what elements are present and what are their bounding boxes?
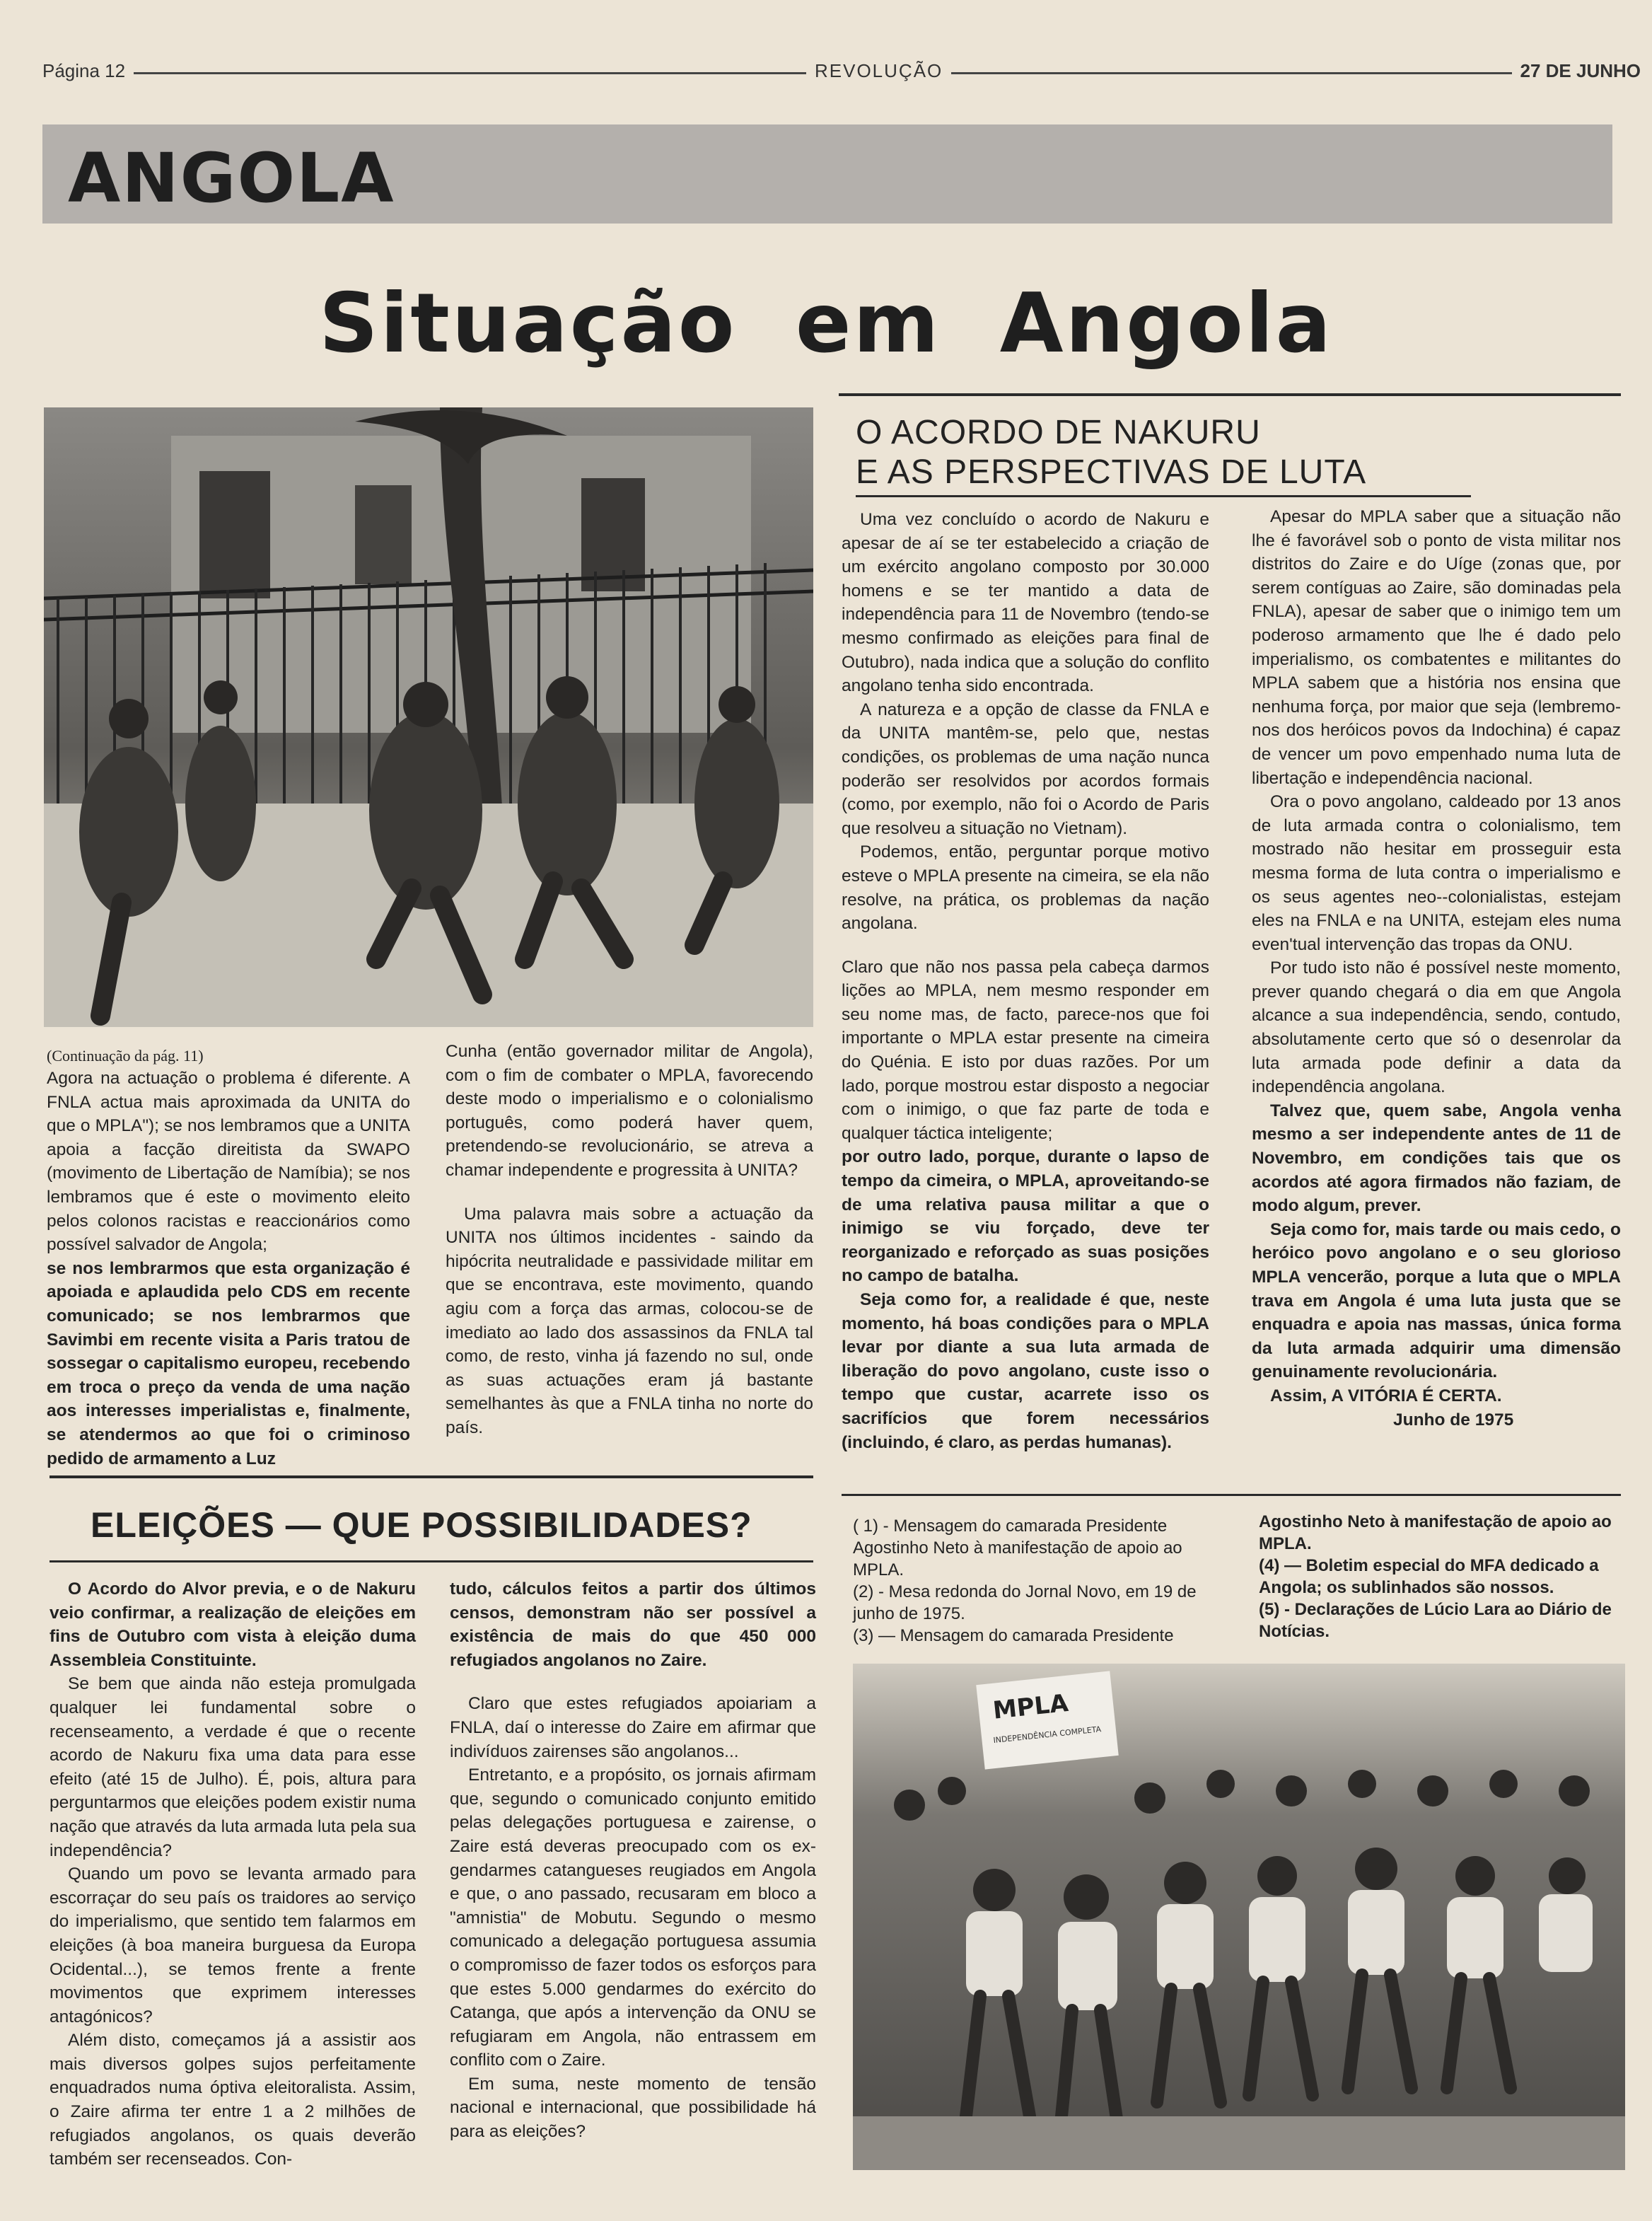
running-header <box>42 57 1641 85</box>
crowd-photo <box>853 1664 1625 2170</box>
article1-column-1 <box>47 1045 410 1471</box>
paragraph: Agora na actuação o problema é diferente. A FNLA actua mais aproximada da UNITA do que o MPLA"); se nos lembramos que a UNITA apoia a facção direitista da SWAPO (movimento de Libertação de Namíbia); se nos lembramos que é este o movimento eleito pelos colonos racistas e reaccionários como possível salvador de Angola; <box>47 1069 410 1255</box>
soldiers-photo <box>44 407 813 1027</box>
article3-top-rule <box>50 1475 813 1478</box>
soldiers-photo-drawing <box>44 407 813 1027</box>
paragraph: Se bem que ainda não esteja promulgada qualquer lei fundamental sobre o recenseamento, a verdade é que o recente acordo de Nakuru fixa uma data para esse efeito (até 15 de Julho). É, pois, altura para perguntarmos que eleições podem existir numa nação que através da luta armada luta pela sua independência? <box>50 1674 416 1860</box>
paragraph: Seja como for, mais tarde ou mais cedo, o heróico povo angolano e o seu glorioso MPLA vencerão, porque a luta que o MPLA trava em Angola é uma luta justa que se enquadra e apoia nas massas, única forma da luta armada adquirir uma dimensão genuinamente revolucionária. <box>1252 1219 1621 1382</box>
paragraph: tudo, cálculos feitos a partir dos últimos censos, demonstram não ser possível a existência de mais do que 450 000 refugiados angolanos no Zaire. <box>450 1579 816 1670</box>
article2-column-2 <box>1252 505 1621 1432</box>
article2-title <box>856 413 1366 492</box>
paragraph: Por tudo isto não é possível neste momento, prever quando chegará o dia em que Angola alcance a sua independência, sendo, contudo, absolutamente certo que só o desenrolar da luta armada pode definir a data da independência angolana. <box>1252 958 1621 1097</box>
paragraph: Em suma, neste momento de tensão nacional e internacional, que possibilidade há para as eleições? <box>450 2074 816 2142</box>
banner-text-independence: INDEPENDÊNCIA COMPLETA <box>992 1724 1102 1746</box>
footnotes-column-2 <box>1259 1511 1627 1642</box>
footnote: Agostinho Neto à manifestação de apoio ao MPLA. <box>1259 1512 1612 1553</box>
paragraph: Talvez que, quem sabe, Angola venha mesmo a ser independente antes de 11 de Novembro, em condições tais que os acordos até agora firmados não faziam, de modo algum, prever. <box>1252 1101 1621 1216</box>
article2-top-rule <box>839 393 1621 396</box>
paragraph: Cunha (então governador militar de Angola), com o fim de combater o MPLA, favorecendo deste modo o imperialismo e o colonialismo português, como poderá haver quem, pretendendo-se revolucionário, se atreva a chamar independente e progressita à UNITA? <box>446 1042 813 1180</box>
article3-title-rule <box>50 1560 813 1562</box>
paragraph: se nos lembrarmos que esta organização é apoiada e aplaudida pelo CDS em recente comunicado; se nos lembrarmos que Savimbi em recente visita a Paris tratou de sossegar o capitalismo europeu, recebendo em troca o preço da venda de uma nação aos interesses imperialistas e, finalmente, se atendermos ao que foi o criminoso pedido de armamento a Luz <box>47 1258 410 1468</box>
footnotes-column-1 <box>853 1515 1221 1647</box>
banner-text-mpla: MPLA <box>991 1688 1070 1725</box>
paragraph: A natureza e a opção de classe da FNLA e da UNITA mantêm-se, pelo que, nestas condições, os problemas de uma nação nunca poderão ser resolvidos por acordos formais (como, por exemplo, não foi o Acordo de Paris que resolveu a situação no Vietnam). <box>842 700 1209 838</box>
paragraph: Quando um povo se levanta armado para escorraçar do seu país os traidores ao serviço do imperialismo, que sentido tem falarmos em eleições (à boa maneira burguesa da Europa Ocidental...), se temos frente a frente movimentos que exprimem interesses antagónicos? <box>50 1865 416 2026</box>
footnote: ( 1) - Mensagem do camarada Presidente Agostinho Neto à manifestação de apoio ao MPLA. <box>853 1517 1182 1579</box>
section-title: ANGOLA <box>68 139 395 218</box>
paragraph: Podemos, então, perguntar porque motivo esteve o MPLA presente na cimeira, se ela não resolve, na prática, os problemas da nação angolana. <box>842 842 1209 934</box>
continuation-note: (Continuação da pág. 11) <box>47 1047 204 1065</box>
paragraph: Ora o povo angolano, caldeado por 13 anos de luta armada contra o colonialismo, tem mostrado não hesitar em prosseguir esta mesma forma de luta contra o imperialismo e os seus agentes neo--colonialistas, estejam eles na FNLA e na UNITA, estejam eles numa even'tual intervenção das tropas da ONU. <box>1252 792 1621 954</box>
article1-column-2 <box>446 1040 813 1440</box>
paragraph: Uma palavra mais sobre a actuação da UNITA nos últimos incidentes - saindo da hipócrita neutralidade e passividade militar em que se encontrava, este movimento, quando agiu com a força das armas, colocou-se de imediato ao lado dos assassinos da FNLA tal como, de resto, vinha já fazendo no sul, onde as suas actuações eram já bastante semelhantes às que a FNLA tinha no norte do país. <box>446 1204 813 1437</box>
article2-title-rule <box>856 495 1471 497</box>
paragraph: por outro lado, porque, durante o lapso de tempo da cimeira, o MPLA, aproveitando-se de uma relativa pausa militar a que o inimigo se viu forçado, deve ter reorganizado e reforçado as suas posições no campo de batalha. <box>842 1147 1209 1286</box>
dateline: Junho de 1975 <box>1393 1410 1514 1430</box>
paragraph: Claro que não nos passa pela cabeça darmos lições ao MPLA, nem mesmo responder em seu nome mas, de facto, parece-nos que foi importante o MPLA estar presente na cimeira do Quénia. E isto por duas razões. Por um lado, porque mostrou estar disposto a negociar com o inimigo, o que faz parte de toda e qualquer táctica inteligente; <box>842 957 1209 1143</box>
section-band <box>42 124 1612 224</box>
paragraph: Entretanto, e a propósito, os jornais afirmam que, segundo o comunicado conjunto emitido pelas delegações portuguesa e zairense, o Zaire está deveras preocupado com os ex-gendarmes catangueses reugiados em Angola e que, o ano passado, recusaram em bloco a "amnistia" de Mobutu. Segundo o mesmo comunicado a delegação portuguesa assumia o compromisso de fazer todos os esforços para que estes 5.000 gendarmes do exército do Catanga, que após a intervenção da ONU se refugiaram em Angola, não entrassem em conflito com o Zaire. <box>450 1765 816 2070</box>
notes-rule <box>842 1494 1621 1496</box>
footnote: (3) — Mensagem do camarada Presidente <box>853 1626 1174 1645</box>
article3-column-2 <box>450 1577 816 2144</box>
paragraph: Além disto, começamos já a assistir aos mais diversos golpes sujos perfeitamente enquadrados numa óptiva eleitoralista. Assim, o Zaire afirma ter entre 1 a 2 milhões de refugiados angolanos, os quais deverão também ser recenseados. Con- <box>50 2031 416 2169</box>
newspaper-name: REVOLUÇÃO <box>806 57 951 85</box>
footnote: (5) - Declarações de Lúcio Lara ao Diário de Notícias. <box>1259 1600 1612 1641</box>
article3-title: ELEIÇÕES — QUE POSSIBILIDADES? <box>91 1505 752 1545</box>
main-headline: Situação em Angola <box>319 276 1333 371</box>
crowd-photo-drawing <box>853 1664 1625 2170</box>
issue-date: 27 DE JUNHO <box>1512 57 1641 85</box>
article2-title-line-1: O ACORDO DE NAKURU <box>856 414 1261 451</box>
article3-column-1 <box>50 1577 416 2171</box>
footnote: (2) - Mesa redonda do Jornal Novo, em 19 de junho de 1975. <box>853 1582 1197 1623</box>
paragraph: Apesar do MPLA saber que a situação não lhe é favorável sob o ponto de vista militar nos distritos do Zaire e do Uíge (zonas que, por serem contíguas ao Zaire, são dominadas pela FNLA), apesar de saber que o inimigo tem um poderoso armamento que lhe é dado pelo imperialismo, os combatentes e militantes do MPLA sabem que a história nos ensina que nenhuma força, por maior que seja (lembremo-nos dos heróicos povos da Indochina) é capaz de vencer um povo empenhado numa luta de libertação e independência nacional. <box>1252 507 1621 788</box>
article2-column-1 <box>842 508 1209 1454</box>
paragraph: Seja como for, a realidade é que, neste momento, há boas condições para o MPLA levar por diante a sua luta armada de liberação do povo angolano, custe isso o tempo que custar, acarrete isso os sacrifícios que forem necessários (incluindo, é claro, as perdas humanas). <box>842 1290 1209 1452</box>
paragraph: Uma vez concluído o acordo de Nakuru e apesar de aí se ter estabelecido a criação de um exército angolano composto por 30.000 homens e se ter mantido a data de independência para 11 de Novembro (tendo-se mesmo confirmado as eleições para final de Outubro), nada indica que a solução do conflito angolano tenha sido encontrada. <box>842 510 1209 696</box>
article2-title-line-2: E AS PERSPECTIVAS DE LUTA <box>856 453 1367 491</box>
footnote: (4) — Boletim especial do MFA dedicado a Angola; os sublinhados são nossos. <box>1259 1556 1599 1597</box>
paragraph: O Acordo do Alvor previa, e o de Nakuru veio confirmar, a realização de eleições em fins de Outubro com vista à eleição duma Assembleia Constituinte. <box>50 1579 416 1670</box>
paragraph: Claro que estes refugiados apoiariam a FNLA, daí o interesse do Zaire em afirmar que indivíduos zairenses são angolanos... <box>450 1694 816 1761</box>
page-number: Página 12 <box>42 57 134 85</box>
closing-slogan: Assim, A VITÓRIA É CERTA. <box>1270 1386 1502 1405</box>
